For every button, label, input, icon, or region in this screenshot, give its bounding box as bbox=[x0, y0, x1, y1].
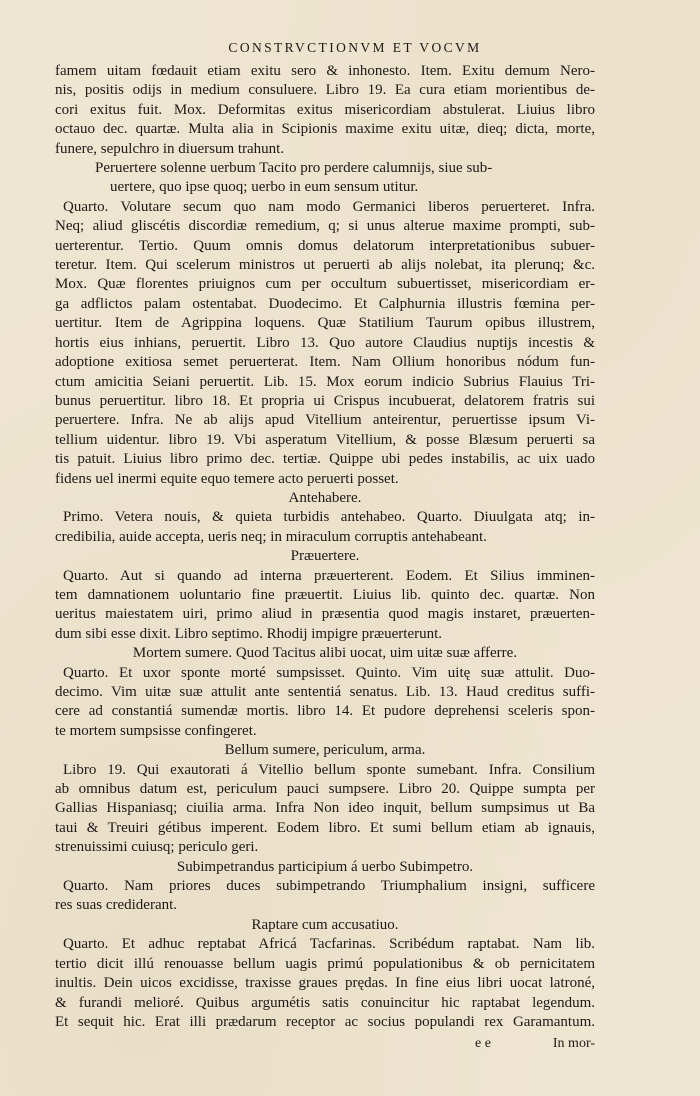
section-heading: Raptare cum accusatiuo. bbox=[251, 916, 399, 933]
text-line: uertere, quo ipse quoq; uerbo in eum sensum utitur. bbox=[110, 179, 419, 196]
text-line: strenuissimi cuiusq; periculo geri. bbox=[55, 839, 259, 856]
text-line: tem damnationem uoluntario fine præuertit. Liuius lib. quinto dec. quartæ. Non bbox=[55, 586, 595, 603]
signature-mark: e e bbox=[475, 1036, 491, 1052]
text-line: tis patuit. Liuius libro primo dec. tertiæ. Quippe ubi pedes instabilis, ac uix uado bbox=[55, 451, 595, 468]
text-line: adoptione exitiosa semet peruerterat. Item. Nam Ollium honoribus nódum fun- bbox=[55, 354, 595, 371]
text-line: Mox. Quæ florentes priuignos cum per occultum subuertisset, misericordiam er- bbox=[55, 276, 595, 293]
text-line: inultis. Dein uicos excidisse, traxisse graues prędas. In fine eius libri uocat latroné, bbox=[55, 975, 595, 992]
text-line: Quarto. Volutare secum quo nam modo Germanici liberos peruerteret. Infra. bbox=[63, 198, 595, 215]
text-line: nis, positis odijs in medium consuluere. Libro 19. Ea cura etiam morientibus de- bbox=[55, 82, 595, 99]
text-line: uerterentur. Tertio. Quum omnis domus delatorum interpretationibus subuer- bbox=[55, 237, 595, 254]
printed-page bbox=[55, 40, 595, 1053]
text-line: ga adflictos palam ostentabat. Duodecimo. Et Calphurnia illustris fœmina per- bbox=[55, 295, 595, 312]
text-line: & furandi melioré. Quibus argumétis satis conuincitur hic raptabat legendum. bbox=[55, 994, 595, 1011]
section-heading: Subimpetrandus participium á uerbo Subimpetro. bbox=[176, 858, 474, 875]
text-line: res suas crediderant. bbox=[55, 897, 178, 914]
text-line: bunus peruertitur. libro 18. Et propria ui Crispus incubuerat, delatorem fratris sui bbox=[55, 392, 595, 409]
text-line: fidens uel inermi equite equo temere acto peruerti posset. bbox=[55, 470, 399, 487]
text-line: credibilia, auide accepta, ueris neq; in miraculum corruptis antehabeant. bbox=[55, 528, 487, 545]
text-line: uertitur. Item de Agrippina loquens. Quæ Statilium Taurum opibus illustrem, bbox=[55, 315, 595, 332]
text-line: Primo. Vetera nouis, & quieta turbidis antehabeo. Quarto. Diuulgata atq; in- bbox=[63, 509, 595, 526]
text-line: peruertere. Infra. Ne ab alijs apud Vitellium anteirentur, peruertisse ipsum Vi- bbox=[55, 412, 595, 429]
text-line: cori exitus fuit. Mox. Deformitas exitus misericordiam abstulerat. Liuius libro bbox=[55, 101, 595, 118]
page-footer bbox=[55, 1035, 595, 1053]
text-line: teretur. Item. Qui scelerum ministros ut peruerti ab alijs nolebat, ita plerunq; &c. bbox=[55, 257, 595, 274]
text-line: octauo dec. quartæ. Multa alia in Scipionis maxime exitu uitæ, dieq; dicta, morte, bbox=[55, 121, 595, 138]
section-heading: Præuertere. bbox=[290, 548, 360, 565]
text-line: ctum amicitia Seiani peruertit. Lib. 15. Mox eorum indicio Subrius Flauius Tri- bbox=[55, 373, 595, 390]
catchword: In mor- bbox=[552, 1036, 595, 1052]
text-line: hortis eius inhians, peruertit. Libro 13. Quo autore Claudius nuptijs incestis & bbox=[55, 334, 595, 351]
section-heading: Bellum sumere, periculum, arma. bbox=[224, 742, 426, 759]
text-line: ueritus maiestatem uiri, primo aliud in præsentia quod magis instaret, præuerten- bbox=[55, 606, 595, 623]
section-heading: Mortem sumere. Quod Tacitus alibi uocat, uim uitæ suæ afferre. bbox=[132, 645, 518, 662]
text-line: Et sequit hic. Erat illi prædarum receptor ac socius populandi rex Garamantum. bbox=[55, 1013, 595, 1030]
text-line: ab omnibus datum est, periculum pauci sumpsere. Libro 20. Quippe sumpta per bbox=[55, 781, 595, 798]
text-line: Quarto. Et adhuc reptabat Africá Tacfarinas. Scribédum raptabat. Nam lib. bbox=[63, 936, 595, 953]
text-line: Quarto. Et uxor sponte morté sumpsisset. Quinto. Vim uitę suæ attulit. Duo- bbox=[63, 664, 595, 681]
text-line: tellium uidentur. libro 19. Vbi asperatum Vitellium, & posse Blæsum peruerti sa bbox=[55, 431, 595, 448]
text-line: decimo. Vim uitæ suæ attulit ante sententiá senatus. Lib. 13. Haud creditus suffi- bbox=[55, 684, 595, 700]
text-line: Gallias Hispaniasq; ciuilia arma. Infra Non ideo inquit, bellum sumpsimus ut Ba bbox=[55, 800, 595, 817]
text-line: Neq; aliud gliscétis discordiæ remedium, q; si unus alterue maxime prompti, sub- bbox=[55, 218, 595, 235]
text-line: funere, sepulchro in diuersum trahunt. bbox=[55, 140, 285, 157]
text-line: Quarto. Aut si quando ad interna præuerterent. Eodem. Et Silius imminen- bbox=[63, 567, 595, 584]
text-line: dum sibi esse dixit. Libro septimo. Rhodij impigre præuerterunt. bbox=[55, 625, 443, 642]
text-line: Libro 19. Qui exautorati á Vitellio bellum sponte sumebant. Infra. Consilium bbox=[63, 761, 595, 778]
text-line: Peruertere solenne uerbum Tacito pro perdere calumnijs, siue sub- bbox=[95, 160, 493, 177]
text-line: taui & Treuiri gétibus imperent. Eodem libro. Et sumi bellum etiam ab ignauis, bbox=[55, 819, 595, 836]
running-head: CONSTRVCTIONVM ET VOCVM bbox=[228, 40, 482, 55]
text-line: Quarto. Nam priores duces subimpetrando Triumphalium insigni, sufficere bbox=[63, 878, 595, 895]
text-line: cere ad constantiá sumendæ mortis. libro 14. Et pudore deprehensi sceleris spon- bbox=[55, 703, 595, 720]
text-block bbox=[55, 62, 595, 1032]
text-line: famem uitam fœdauit etiam exitu sero & inhonesto. Item. Exitu demum Nero- bbox=[55, 63, 595, 79]
text-line: tertio dicit illú renouasse bellum uagis primú populationibus & ob pernicitatem bbox=[55, 955, 595, 972]
text-line: te mortem sumpsisse confingeret. bbox=[55, 722, 257, 739]
section-heading: Antehabere. bbox=[288, 489, 362, 506]
